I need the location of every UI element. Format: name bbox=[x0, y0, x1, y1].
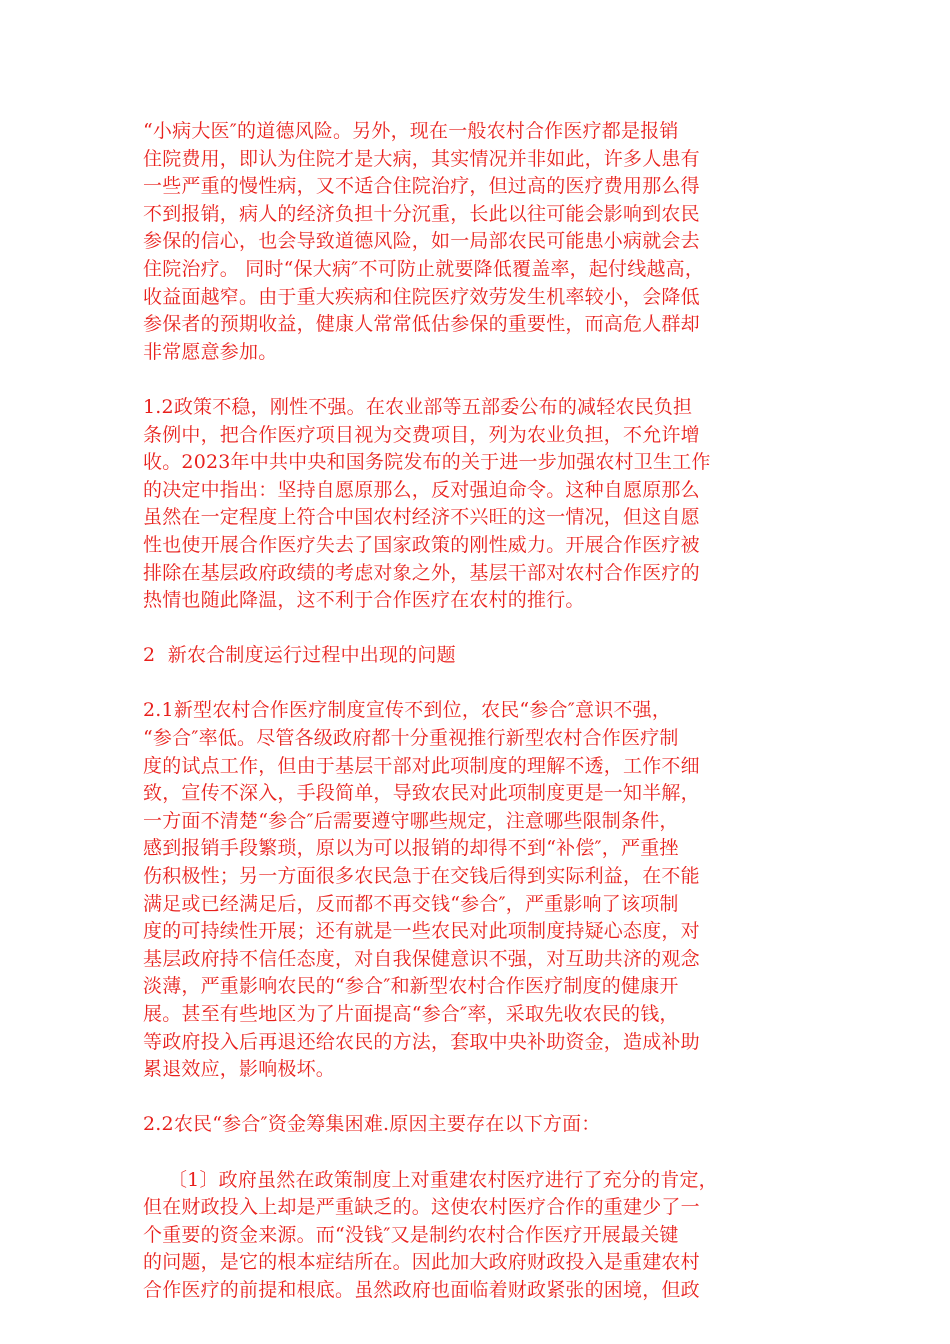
text-line: 伤积极性；另一方面很多农民急于在交钱后得到实际利益，在不能 bbox=[143, 865, 700, 888]
text-line: 一方面不清楚“参合″后需要遵守哪些规定，注意哪些限制条件， bbox=[143, 809, 679, 832]
text-line: 合作医疗的前提和根底。虽然政府也面临着财政紧张的困境，但政 bbox=[143, 1278, 700, 1301]
text-line: 淡薄，严重影响农民的“参合″和新型农村合作医疗制度的健康开 bbox=[143, 975, 679, 998]
text-line: 虽然在一定程度上符合中国农村经济不兴旺的这一情况，但这自愿 bbox=[143, 506, 700, 529]
paragraph-gap bbox=[143, 615, 823, 643]
paragraph-gap bbox=[143, 1139, 823, 1167]
document-body bbox=[143, 118, 823, 1305]
text-line: 等政府投入后再退还给农民的方法，套取中央补助资金，造成补助 bbox=[143, 1030, 700, 1053]
text-line: 收。2023年中共中央和国务院发布的关于进一步加强农村卫生工作 bbox=[143, 451, 711, 474]
text-line: 性也使开展合作医疗失去了国家政策的刚性威力。开展合作医疗被 bbox=[143, 533, 700, 556]
text-line: 排除在基层政府政绩的考虑对象之外，基层干部对农村合作医疗的 bbox=[143, 561, 700, 584]
text-line: “参合″率低。尽管各级政府都十分重视推行新型农村合作医疗制 bbox=[143, 727, 679, 750]
text-line: 累退效应，影响极坏。 bbox=[143, 1058, 336, 1081]
text-line: 参保的信心，也会导致道德风险，如一局部农民可能患小病就会去 bbox=[143, 230, 700, 253]
text-line: 〔1〕政府虽然在政策制度上对重建农村医疗进行了充分的肯定， bbox=[143, 1168, 718, 1191]
text-line: 非常愿意参加。 bbox=[143, 340, 278, 363]
text-line: “小病大医″的道德风险。另外，现在一般农村合作医疗都是报销 bbox=[143, 120, 679, 142]
text-line: 热情也随此降温，这不利于合作医疗在农村的推行。 bbox=[143, 589, 585, 612]
text-line: 2 新农合制度运行过程中出现的问题 bbox=[143, 644, 456, 667]
text-line: 度的试点工作，但由于基层干部对此项制度的理解不透，工作不细 bbox=[143, 754, 700, 777]
paragraph-gap bbox=[143, 1084, 823, 1112]
text-line: 展。甚至有些地区为了片面提高“参合″率，采取先收农民的钱， bbox=[143, 1003, 679, 1025]
text-line: 收益面越窄。由于重大疾病和住院医疗效劳发生机率较小，会降低 bbox=[143, 285, 700, 308]
text-line: 度的可持续性开展；还有就是一些农民对此项制度持疑心态度，对 bbox=[143, 920, 700, 943]
text-line: 满足或已经满足后，反而都不再交钱“参合″，严重影响了该项制 bbox=[143, 892, 679, 915]
text-line: 住院治疗。 同时“保大病″不可防止就要降低覆盖率，起付线越高， bbox=[143, 257, 705, 280]
text-line: 的问题，是它的根本症结所在。因此加大政府财政投入是重建农村 bbox=[143, 1251, 700, 1274]
text-line: 的决定中指出：坚持自愿原那么，反对强迫命令。这种自愿原那么 bbox=[143, 478, 700, 501]
text-line: 个重要的资金来源。而“没钱″又是制约农村合作医疗开展最关键 bbox=[143, 1223, 679, 1246]
paragraph-gap bbox=[143, 366, 823, 394]
text-line: 2.2农民“参合″资金筹集困难.原因主要存在以下方面： bbox=[143, 1113, 601, 1136]
text-line: 基层政府持不信任态度，对自我保健意识不强，对互助共济的观念 bbox=[143, 947, 700, 970]
text-line: 参保者的预期收益，健康人常常低估参保的重要性，而高危人群却 bbox=[143, 313, 700, 336]
text-line: 住院费用，即认为住院才是大病，其实情况并非如此，许多人患有 bbox=[143, 147, 700, 170]
paragraph-gap bbox=[143, 670, 823, 698]
text-line: 一些严重的慢性病，又不适合住院治疗，但过高的医疗费用那么得 bbox=[143, 175, 700, 198]
text-line: 条例中，把合作医疗项目视为交费项目，列为农业负担，不允许增 bbox=[143, 423, 700, 446]
text-line: 1.2政策不稳，刚性不强。在农业部等五部委公布的减轻农民负担 bbox=[143, 395, 693, 418]
text-line: 2.1新型农村合作医疗制度宣传不到位，农民“参合″意识不强， bbox=[143, 699, 672, 722]
text-line: 但在财政投入上却是严重缺乏的。这使农村医疗合作的重建少了一 bbox=[143, 1196, 700, 1219]
text-line: 不到报销，病人的经济负担十分沉重，长此以往可能会影响到农民 bbox=[143, 202, 700, 225]
text-line: 致，宣传不深入，手段简单，导致农民对此项制度更是一知半解， bbox=[143, 782, 700, 805]
text-line: 感到报销手段繁琐，原以为可以报销的却得不到“补偿″，严重挫 bbox=[143, 837, 679, 860]
